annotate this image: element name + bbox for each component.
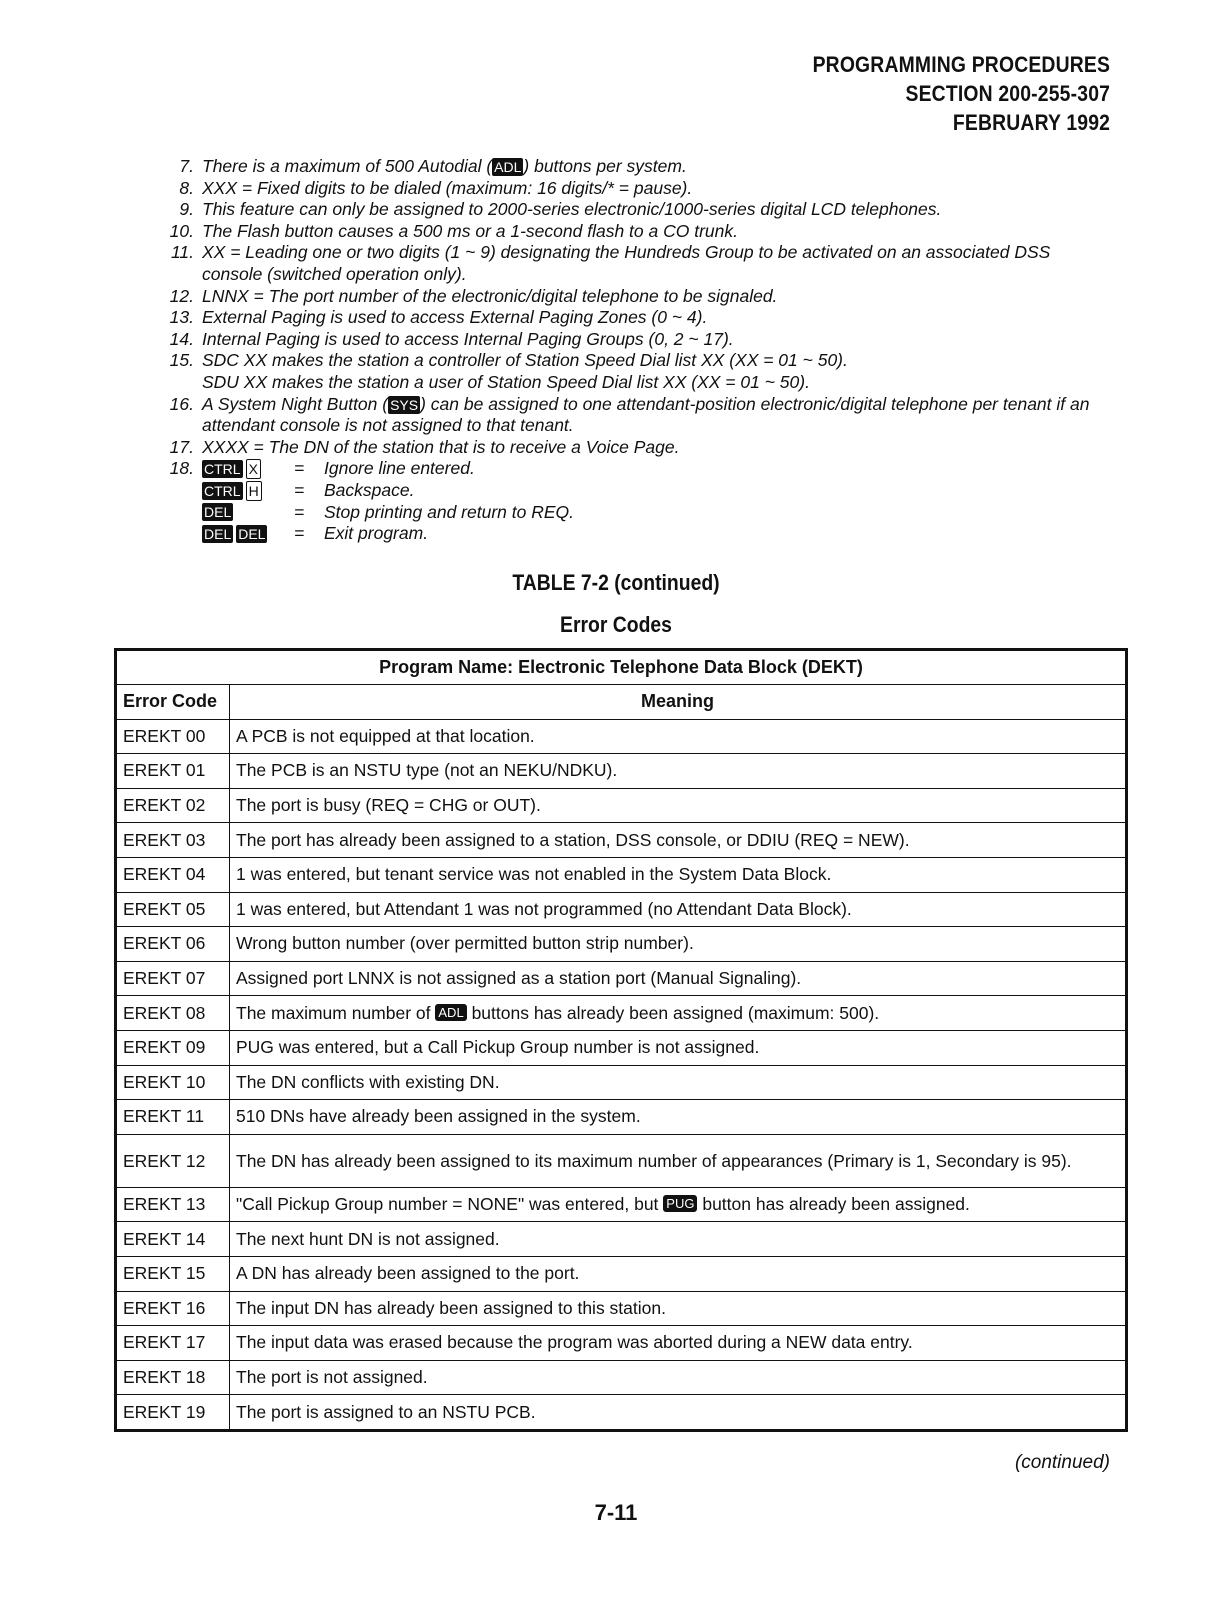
- h-key-icon: H: [246, 481, 262, 501]
- note-7: 7. There is a maximum of 500 Autodial ( ADL ) buttons per system.: [179, 156, 687, 176]
- key-row-del-del: DEL DEL = Exit program.: [204, 523, 429, 544]
- table-row: EREKT 01 The PCB is an NSTU type (not an NEKU/NDKU).: [116, 754, 1127, 789]
- note-11: 11. XX = Leading one or two digits (1 ~ 9) designating the Hundreds Group to be activated on an associated DSS console (switched operation only).: [170, 242, 1051, 284]
- program-name: Program Name: Electronic Telephone Data Block (DEKT): [116, 650, 1127, 685]
- del-key-icon: DEL: [238, 525, 266, 542]
- table-row: EREKT 05 1 was entered, but Attendant 1 was not programmed (no Attendant Data Block).: [116, 892, 1127, 927]
- note-18: 18. CTRL X = Ignore line entered. CTRL H = Backspace. DEL = Stop printing and return to REQ. DEL DEL = Exit program.: [152, 458, 1112, 544]
- note-17: 17. XXXX = The DN of the station that is to receive a Voice Page.: [169, 436, 680, 457]
- table-row: EREKT 13 "Call Pickup Group number = NONE" was entered, but PUG button has already been assigned.: [116, 1187, 1127, 1222]
- note-9: 9. This feature can only be assigned to 2000-series electronic/1000-series digital LCD telephones.: [179, 199, 942, 220]
- table-subtitle: Error Codes: [560, 612, 672, 637]
- table-row: EREKT 03 The port has already been assigned to a station, DSS console, or DDIU (REQ = NEW).: [116, 823, 1127, 858]
- page-number: 7-11: [594, 1500, 638, 1525]
- header-date: FEBRUARY 1992: [952, 110, 1110, 135]
- note-15: 15. SDC XX makes the station a controller of Station Speed Dial list XX (XX = 01 ~ 50). SDU XX makes the station a user of Station Speed Dial list XX (XX = 01 ~ 50).: [169, 350, 848, 392]
- table-row: EREKT 11 510 DNs have already been assigned in the system.: [116, 1100, 1127, 1135]
- column-header-error-code: Error Code: [116, 685, 230, 720]
- table-row: EREKT 04 1 was entered, but tenant service was not enabled in the System Data Block.: [116, 857, 1127, 892]
- adl-key-icon: ADL: [494, 159, 522, 175]
- table-row: EREKT 17 The input data was erased because the program was aborted during a NEW data entry.: [116, 1326, 1127, 1361]
- table-row: EREKT 07 Assigned port LNNX is not assigned as a station port (Manual Signaling).: [116, 961, 1127, 996]
- table-row: EREKT 08 The maximum number of ADL buttons has already been assigned (maximum: 500).: [116, 996, 1127, 1031]
- table-row: EREKT 02 The port is busy (REQ = CHG or OUT).: [116, 788, 1127, 823]
- table-row: EREKT 15 A DN has already been assigned to the port.: [116, 1256, 1127, 1291]
- ctrl-key-icon: CTRL: [204, 461, 241, 478]
- table-row: EREKT 16 The input DN has already been assigned to this station.: [116, 1291, 1127, 1326]
- key-row-del: DEL = Stop printing and return to REQ.: [204, 501, 574, 522]
- table-title: TABLE 7-2 (continued): [512, 570, 720, 595]
- key-row-ctrl-h: CTRL H = Backspace.: [204, 479, 415, 500]
- table-row: EREKT 12 The DN has already been assigned to its maximum number of appearances (Primary is 1, Secondary is 95).: [116, 1134, 1127, 1187]
- note-8: 8. XXX = Fixed digits to be dialed (maximum: 16 digits/* = pause).: [179, 177, 693, 198]
- ctrl-key-icon: CTRL: [204, 482, 241, 499]
- del-key-icon: DEL: [204, 504, 232, 521]
- table-row: EREKT 18 The port is not assigned.: [116, 1360, 1127, 1395]
- note-16: 16. A System Night Button ( SYS ) can be assigned to one attendant-position electronic/digital telephone per tenant if an attendant console is not assigned to that tenant.: [169, 393, 1090, 436]
- continued-note: (continued): [1014, 1452, 1110, 1473]
- header-title: PROGRAMMING PROCEDURES: [812, 52, 1110, 77]
- adl-key-icon: ADL: [435, 1004, 466, 1021]
- note-13: 13. External Paging is used to access External Paging Zones (0 ~ 4).: [169, 307, 708, 328]
- table-row: EREKT 19 The port is assigned to an NSTU PCB.: [116, 1395, 1127, 1431]
- note-10: 10. The Flash button causes a 500 ms or a 1-second flash to a CO trunk.: [169, 220, 738, 241]
- note-14: 14. Internal Paging is used to access Internal Paging Groups (0, 2 ~ 17).: [169, 328, 734, 349]
- page-header: [812, 50, 1110, 137]
- table-row: EREKT 14 The next hunt DN is not assigned.: [116, 1222, 1127, 1257]
- table-row: EREKT 10 The DN conflicts with existing DN.: [116, 1065, 1127, 1100]
- key-row-ctrl-x: CTRL X = Ignore line entered.: [204, 458, 475, 479]
- table-row: EREKT 00 A PCB is not equipped at that location.: [116, 719, 1127, 754]
- header-section: SECTION 200-255-307: [905, 81, 1110, 106]
- note-12: 12. LNNX = The port number of the electronic/digital telephone to be signaled.: [169, 285, 778, 306]
- table-row: EREKT 09 PUG was entered, but a Call Pickup Group number is not assigned.: [116, 1030, 1127, 1065]
- footnotes: [152, 156, 1112, 545]
- pug-key-icon: PUG: [663, 1195, 697, 1212]
- error-codes-table: [114, 648, 1128, 1432]
- x-key-icon: X: [246, 459, 261, 479]
- column-header-meaning: Meaning: [230, 685, 1127, 720]
- table-row: EREKT 06 Wrong button number (over permitted button strip number).: [116, 927, 1127, 962]
- del-key-icon: DEL: [204, 525, 232, 542]
- sys-key-icon: SYS: [390, 396, 419, 413]
